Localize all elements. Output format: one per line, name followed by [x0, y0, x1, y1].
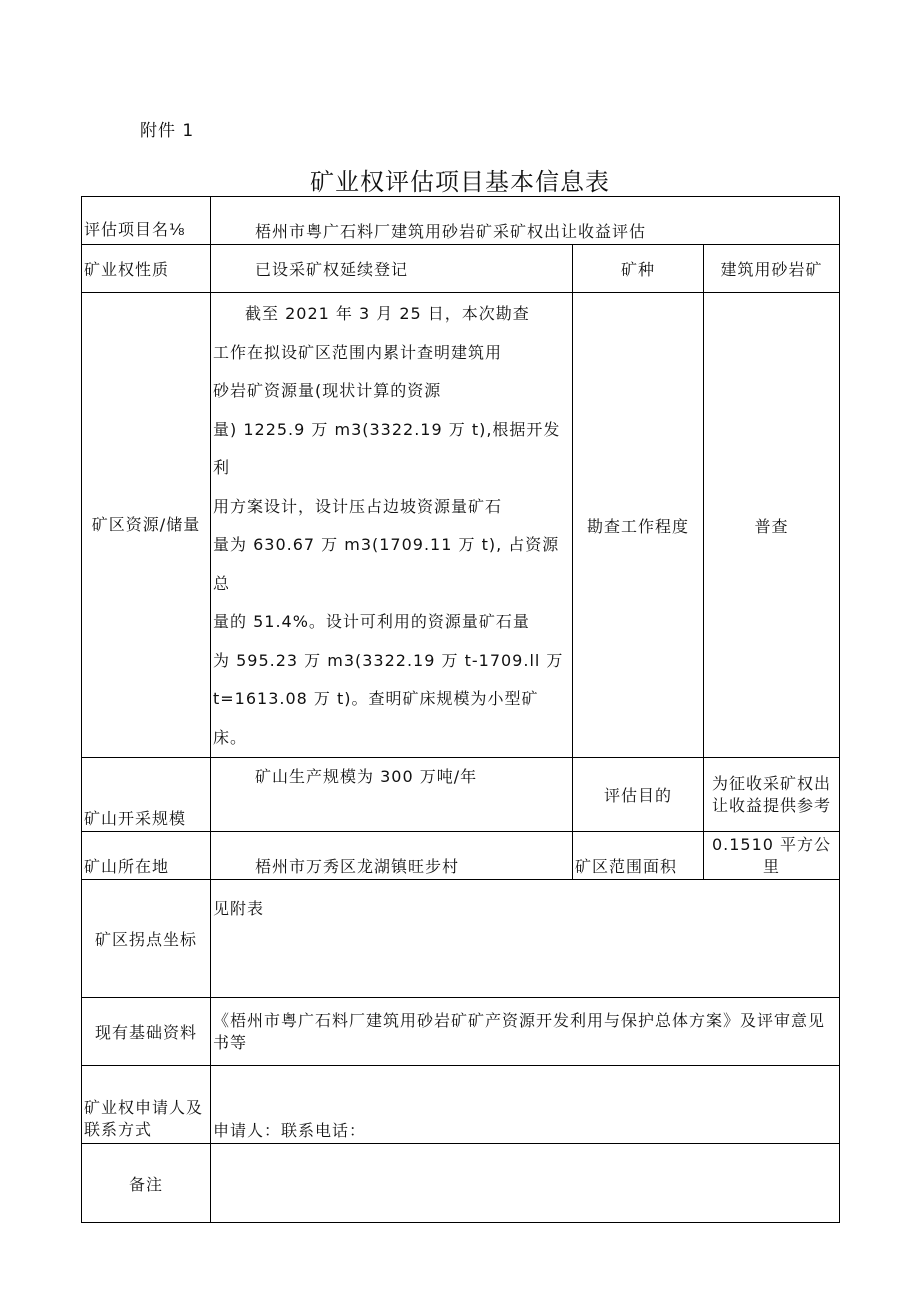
resource-label: 矿区资源/储量	[82, 293, 211, 758]
scale-label: 矿山开采规模	[82, 758, 211, 832]
resource-line: 量) 1225.9 万 m3(3322.19 万 t),根据开发利	[213, 419, 561, 477]
row-resource	[82, 293, 840, 758]
area-value: 0.1510 平方公里	[704, 832, 840, 880]
project-name-value: 梧州市粤广石料厂建筑用砂岩矿采矿权出让收益评估	[211, 197, 840, 245]
project-name-label: 评估项目名⅛	[82, 197, 211, 245]
resource-line: 量的 51.4%。设计可利用的资源量矿石量	[213, 612, 530, 631]
row-nature	[82, 245, 840, 293]
mineral-label: 矿种	[573, 245, 704, 293]
coords-label: 矿区拐点坐标	[82, 880, 211, 998]
remarks-label: 备注	[82, 1144, 211, 1223]
resource-line: t=1613.08 万 t)。查明矿床规模为小型矿	[213, 689, 539, 708]
survey-value: 普查	[704, 293, 840, 758]
resource-line: 床。	[213, 727, 248, 747]
basis-value: 《梧州市粤广石料厂建筑用砂岩矿矿产资源开发利用与保护总体方案》及评审意见书等	[211, 998, 840, 1066]
attachment-label: 附件 1	[140, 121, 195, 141]
resource-value	[211, 293, 573, 758]
resource-line: 量为 630.67 万 m3(1709.11 万 t), 占资源总	[213, 535, 560, 593]
row-remarks	[82, 1144, 840, 1223]
area-label: 矿区范围面积	[573, 832, 704, 880]
resource-line: 砂岩矿资源量(现状计算的资源	[213, 381, 442, 400]
location-label: 矿山所在地	[82, 832, 211, 880]
scale-value: 矿山生产规模为 300 万吨/年	[211, 758, 573, 832]
row-coords	[82, 880, 840, 998]
purpose-value: 为征收采矿权出让收益提供参考	[704, 758, 840, 832]
row-project-name	[82, 197, 840, 245]
survey-label: 勘查工作程度	[573, 293, 704, 758]
mineral-value: 建筑用砂岩矿	[704, 245, 840, 293]
resource-line: 截至 2021 年 3 月 25 日，本次勘查	[245, 304, 530, 323]
applicant-label: 矿业权申请人及联系方式	[82, 1066, 211, 1144]
resource-line: 工作在拟设矿区范围内累计查明建筑用	[213, 342, 503, 362]
row-basis	[82, 998, 840, 1066]
purpose-label: 评估目的	[573, 758, 704, 832]
row-location	[82, 832, 840, 880]
resource-line: 用方案设计，设计压占边坡资源量矿石	[213, 496, 503, 516]
document-title: 矿业权评估项目基本信息表	[310, 168, 610, 196]
nature-value: 已设采矿权延续登记	[211, 245, 573, 293]
coords-value: 见附表	[211, 880, 840, 998]
row-applicant	[82, 1066, 840, 1144]
remarks-value	[211, 1144, 840, 1223]
info-table	[81, 196, 840, 1223]
location-value: 梧州市万秀区龙湖镇旺步村	[211, 832, 573, 880]
nature-label: 矿业权性质	[82, 245, 211, 293]
applicant-value: 申请人：联系电话：	[211, 1066, 840, 1144]
resource-line: 为 595.23 万 m3(3322.19 万 t-1709.ll 万	[213, 650, 564, 670]
row-scale	[82, 758, 840, 832]
basis-label: 现有基础资料	[82, 998, 211, 1066]
